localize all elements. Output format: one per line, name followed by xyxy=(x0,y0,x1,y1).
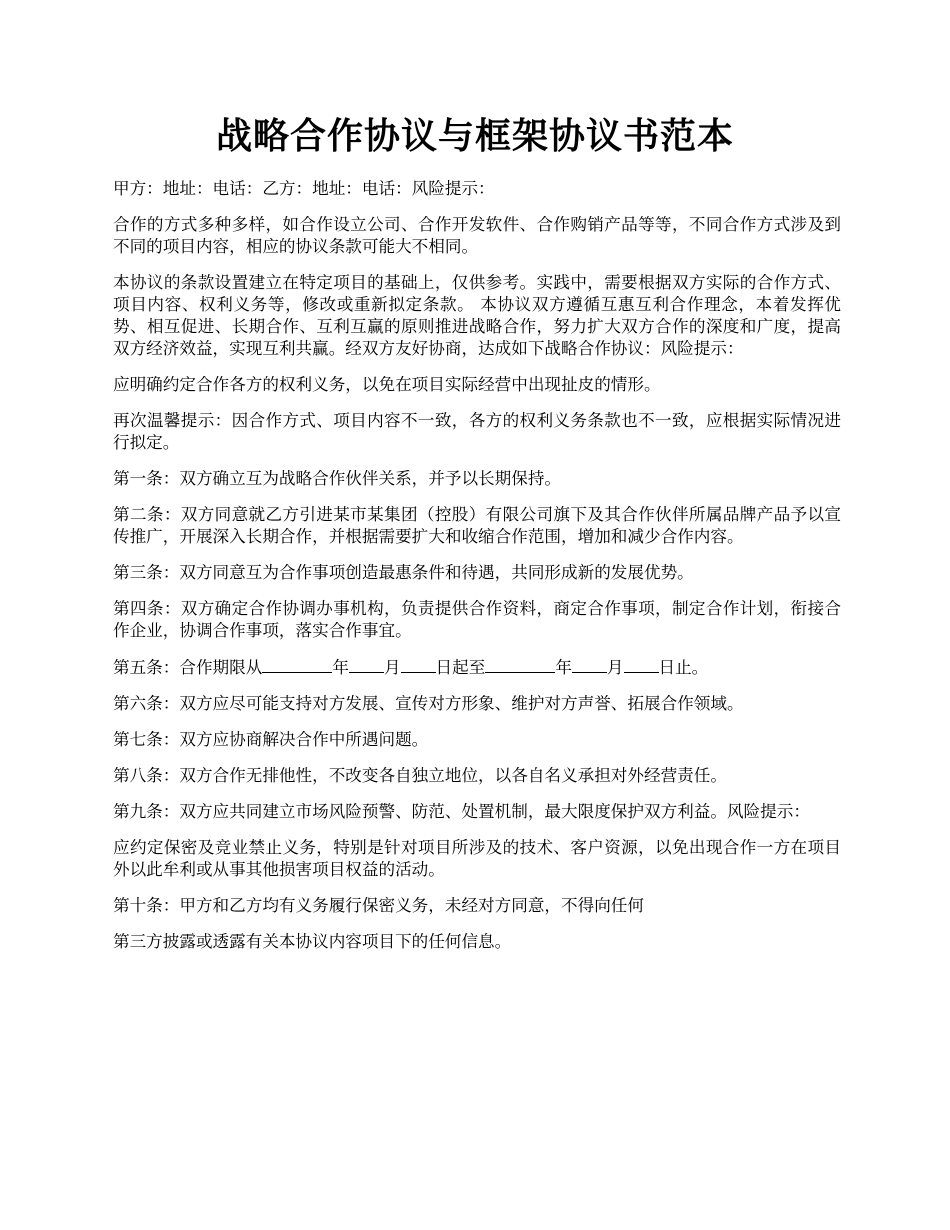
blank-start-month[interactable] xyxy=(349,656,384,673)
article-10-continued: 第三方披露或透露有关本协议内容项目下的任何信息。 xyxy=(113,932,512,951)
paragraph-preamble: 本协议的条款设置建立在特定项目的基础上，仅供参考。实践中，需要根据双方实际的合作方式、项目内容、权利义务等，修改或重新拟定条款。 本协议双方遵循互惠互利合作理念，本着发挥优势、相互促进、长期合作、互利互赢的原则推进战略合作，努力扩大双方合作的深度和广度，提高双方经济效益，实现互利共赢。经双方友好协商，达成如下战略合作协议：风险提示： xyxy=(113,273,841,358)
article-2: 第二条：双方同意就乙方引进某市某集团（控股）有限公司旗下及其合作伙伴所属品牌产品予以宣传推广，开展深入长期合作，并根据需要扩大和收缩合作范围，增加和减少合作内容。 xyxy=(113,505,841,546)
article-5-prefix: 第五条：合作期限从 xyxy=(113,658,263,677)
paragraph-cooperation-methods: 合作的方式多种多样，如合作设立公司、合作开发软件、合作购销产品等等，不同合作方式涉及到不同的项目内容，相应的协议条款可能大不相同。 xyxy=(113,215,841,256)
blank-start-day[interactable] xyxy=(401,656,436,673)
article-1: 第一条：双方确立互为战略合作伙伴关系，并予以长期保持。 xyxy=(113,469,562,488)
article-8: 第八条：双方合作无排他性，不改变各自独立地位，以各自名义承担对外经营责任。 xyxy=(113,766,727,785)
article-5-day-end: 日止。 xyxy=(658,658,709,677)
article-5-year-1: 年 xyxy=(332,658,349,677)
article-5-day-from: 日起至 xyxy=(435,658,486,677)
article-10: 第十条：甲方和乙方均有义务履行保密义务，未经对方同意，不得向任何 xyxy=(113,896,644,915)
paragraph-risk-note: 应明确约定合作各方的权利义务，以免在项目实际经营中出现扯皮的情形。 xyxy=(113,375,661,394)
article-5-month-1: 月 xyxy=(383,658,401,677)
paragraph-confidentiality-note: 应约定保密及竞业禁止义务，特别是针对项目所涉及的技术、客户资源，以免出现合作一方在项目外以此牟利或从事其他损害项目权益的活动。 xyxy=(113,838,841,879)
article-6: 第六条：双方应尽可能支持对方发展、宣传对方形象、维护对方声誉、拓展合作领域。 xyxy=(113,694,744,713)
document-body xyxy=(113,178,841,967)
article-5-year-2: 年 xyxy=(555,658,572,677)
document-title: 战略合作协议与框架协议书范本 xyxy=(215,115,734,157)
blank-start-year[interactable] xyxy=(262,656,332,673)
blank-end-day[interactable] xyxy=(624,656,659,673)
article-3: 第三条：双方同意互为合作事项创造最惠条件和待遇，共同形成新的发展优势。 xyxy=(113,563,694,582)
article-7: 第七条：双方应协商解决合作中所遇问题。 xyxy=(113,730,429,749)
paragraph-parties: 甲方：地址：电话：乙方：地址：电话：风险提示： xyxy=(113,179,495,198)
article-9: 第九条：双方应共同建立市场风险预警、防范、处置机制，最大限度保护双方利益。风险提示： xyxy=(113,802,810,821)
article-5-month-2: 月 xyxy=(606,658,624,677)
paragraph-reminder: 再次温馨提示：因合作方式、项目内容不一致，各方的权利义务条款也不一致，应根据实际情况进行拟定。 xyxy=(113,411,841,452)
blank-end-year[interactable] xyxy=(485,656,555,673)
article-5 xyxy=(113,656,841,679)
article-4: 第四条：双方确定合作协调办事机构，负责提供合作资料，商定合作事项，制定合作计划，衔接合作企业，协调合作事项，落实合作事宜。 xyxy=(113,599,841,640)
blank-end-month[interactable] xyxy=(572,656,607,673)
